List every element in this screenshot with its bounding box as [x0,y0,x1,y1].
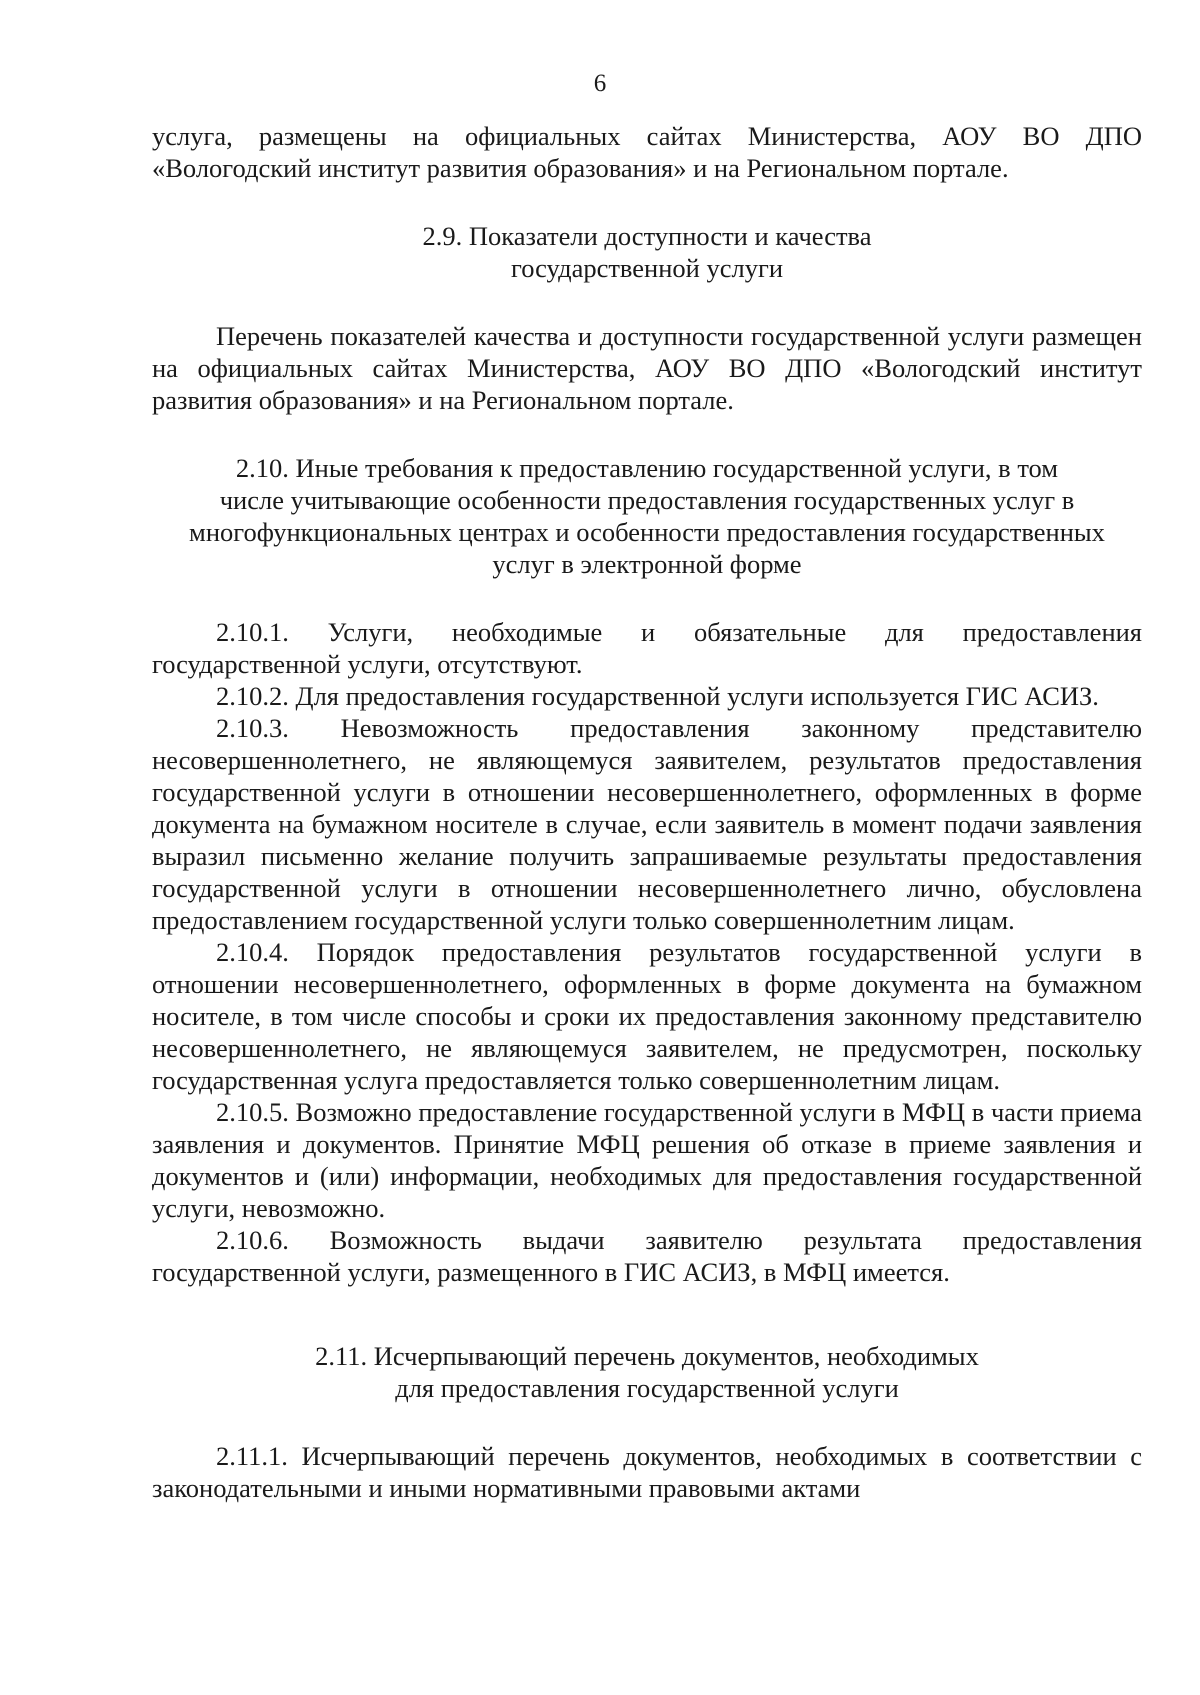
section-2-9-heading-line-1: 2.9. Показатели доступности и качества [422,221,872,251]
spacer [152,1288,1142,1340]
section-2-10-item-4: 2.10.4. Порядок предоставления результатов государственной услуги в отношении несовершеннолетнего, оформленных в форме документа на бумажном носителе, в том числе способы и сроки их предоставления законному представителю несовершеннолетнего, не являющемуся заявителем, не предусмотрен, поскольку государственная услуга предоставляется только совершеннолетним лицам. [152,937,1142,1095]
section-2-10-heading-line-1: 2.10. Иные требования к предоставлению государственной услуги, в том [235,453,1059,483]
spacer [152,184,1142,220]
section-2-10-item-5: 2.10.5. Возможно предоставление государственной услуги в МФЦ в части приема заявления и документов. Принятие МФЦ решения об отказе в приеме заявления и документов и (или) информации, необходимых для предоставления государственной услуги, невозможно. [152,1097,1142,1223]
section-2-10-item-1: 2.10.1. Услуги, необходимые и обязательные для предоставления государственной услуги, отсутствуют. [152,617,1142,679]
section-2-10-item-2: 2.10.2. Для предоставления государственной услуги используется ГИС АСИЗ. [216,681,1099,711]
section-2-10-heading-line-4: услуг в электронной форме [492,549,802,579]
section-2-10-item-6: 2.10.6. Возможность выдачи заявителю результата предоставления государственной услуги, размещенного в ГИС АСИЗ, в МФЦ имеется. [152,1225,1142,1287]
section-2-9-heading-line-2: государственной услуги [510,253,784,283]
section-2-9-paragraph: Перечень показателей качества и доступности государственной услуги размещен на официальных сайтах Министерства, АОУ ВО ДПО «Вологодский институт развития образования» и на Региональном портале. [152,321,1142,415]
intro-paragraph: услуга, размещены на официальных сайтах Министерства, АОУ ВО ДПО «Вологодский институт развития образования» и на Региональном портале. [152,121,1142,183]
spacer [152,580,1142,616]
section-2-9-heading [152,220,1142,284]
section-2-10-heading-line-2: числе учитывающие особенности предоставления государственных услуг в [219,485,1075,515]
section-2-10-heading-line-3: многофункциональных центрах и особенности предоставления государственных [189,517,1105,547]
section-2-11-item-1: 2.11.1. Исчерпывающий перечень документов, необходимых в соответствии с законодательными и иными нормативными правовыми актами [152,1441,1142,1503]
document-body [152,120,1142,1504]
section-2-10-heading [152,452,1142,580]
section-2-11-heading-line-1: 2.11. Исчерпывающий перечень документов, необходимых [315,1341,979,1371]
spacer [152,284,1142,320]
spacer [152,416,1142,452]
section-2-11-heading-line-2: для предоставления государственной услуги [395,1373,899,1403]
section-2-10-item-3: 2.10.3. Невозможность предоставления законному представителю несовершеннолетнего, не являющемуся заявителем, результатов предоставления государственной услуги в отношении несовершеннолетнего, оформленных в форме документа на бумажном носителе в случае, если заявитель в момент подачи заявления выразил письменно желание получить запрашиваемые результаты предоставления государственной услуги в отношении несовершеннолетнего лично, обусловлена предоставлением государственной услуги только совершеннолетним лицам. [152,713,1142,935]
spacer [152,1404,1142,1440]
section-2-11-heading [152,1340,1142,1404]
page-number: 6 [593,70,607,97]
